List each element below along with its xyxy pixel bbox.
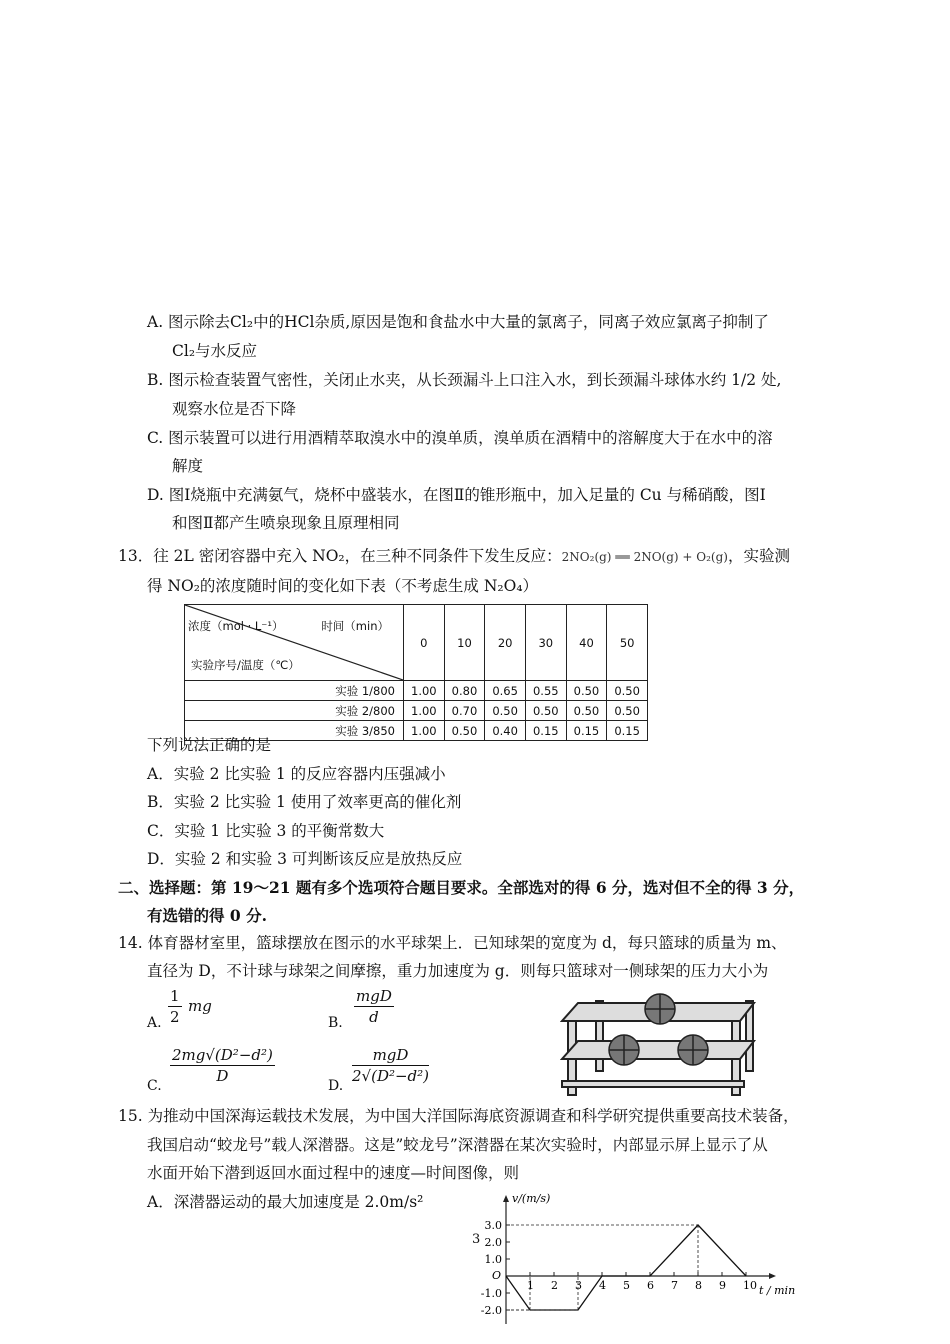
velocity-time-chart bbox=[470, 1188, 800, 1336]
x-tick-label: 9 bbox=[719, 1279, 726, 1292]
table-cell: 0.80 bbox=[444, 681, 485, 701]
x-tick-label: 7 bbox=[671, 1279, 678, 1292]
x-axis-label: t / min bbox=[759, 1284, 796, 1297]
table-cell: 0.55 bbox=[525, 681, 566, 701]
x-tick-label: 6 bbox=[647, 1279, 654, 1292]
q12-option-a-line2: Cl₂与水反应 bbox=[172, 342, 258, 360]
table-cell: 1.00 bbox=[404, 701, 445, 721]
section2-line2: 有选错的得 0 分. bbox=[147, 906, 267, 925]
x-tick-label: 5 bbox=[623, 1279, 630, 1292]
rack-middle-shelf bbox=[562, 1041, 754, 1059]
rack-bottom-bar bbox=[562, 1081, 744, 1087]
q13-option-b: B．实验 2 比实验 1 使用了效率更高的催化剂 bbox=[147, 793, 462, 811]
fraction-numerator: 2mg√(D²−d²) bbox=[172, 1046, 273, 1064]
time-header-cell: 30 bbox=[525, 605, 566, 681]
section2-line1: 二、选择题：第 19～21 题有多个选项符合题目要求。全部选对的得 6 分，选对但不全的得 3 分， bbox=[118, 878, 805, 897]
header-concentration: 浓度（mol · L⁻¹） bbox=[188, 619, 284, 633]
q13-stem-part2: ，实验测 bbox=[727, 547, 790, 565]
q12-option-b-line1: B. 图示检查装置气密性，关闭止水夹，从长颈漏斗上口注入水，到长颈漏斗球体水约 1/2 处, bbox=[147, 371, 782, 389]
table-cell: 1.00 bbox=[404, 681, 445, 701]
table-cell: 0.50 bbox=[607, 701, 648, 721]
header-time: 时间（min） bbox=[321, 619, 389, 633]
q13-option-d: D．实验 2 和实验 3 可判断该反应是放热反应 bbox=[147, 850, 463, 868]
q13-data-table bbox=[184, 604, 648, 741]
table-cell: 0.15 bbox=[566, 721, 607, 741]
q14-option-a-fraction bbox=[168, 987, 182, 1026]
x-tick-label: 1 bbox=[527, 1279, 534, 1292]
q14-option-c-fraction bbox=[170, 1046, 275, 1085]
y-tick-label: -2.0 bbox=[480, 1304, 502, 1317]
basketball-rack-illustration bbox=[560, 993, 758, 1098]
page-marker: 3 bbox=[472, 1232, 481, 1247]
q14-option-d-fraction bbox=[352, 1046, 429, 1085]
q12-option-c-line1: C. 图示装置可以进行用酒精萃取溴水中的溴单质，溴单质在酒精中的溶解度大于在水中的溶 bbox=[147, 429, 773, 447]
table-cell: 0.40 bbox=[485, 721, 526, 741]
x-tick-label: 2 bbox=[551, 1279, 558, 1292]
row-label: 实验 2/800 bbox=[185, 701, 404, 721]
fraction-denominator: d bbox=[369, 1008, 379, 1026]
q14-option-b-label: B. bbox=[328, 1015, 343, 1031]
q14-line2: 直径为 D，不计球与球架之间摩擦，重力加速度为 g．则每只篮球对一侧球架的压力大小为 bbox=[147, 962, 769, 980]
time-header-cell: 50 bbox=[607, 605, 648, 681]
table-cell: 0.50 bbox=[566, 701, 607, 721]
row-label: 实验 1/800 bbox=[185, 681, 404, 701]
table-cell: 0.15 bbox=[607, 721, 648, 741]
y-tick-label: 3.0 bbox=[484, 1219, 502, 1232]
fraction-numerator: mgD bbox=[356, 987, 392, 1005]
table-cell: 0.70 bbox=[444, 701, 485, 721]
x-tick-label: 10 bbox=[743, 1279, 757, 1292]
velocity-series-line bbox=[506, 1225, 746, 1310]
table-cell: 0.50 bbox=[607, 681, 648, 701]
q14-line1: 14. 体育器材室里，篮球摆放在图示的水平球架上．已知球架的宽度为 d，每只篮球的质量为 m、 bbox=[118, 934, 787, 952]
fraction-numerator: 1 bbox=[170, 987, 180, 1005]
table-header-diagonal bbox=[185, 605, 404, 681]
q13-stem-line2: 得 NO₂的浓度随时间的变化如下表（不考虑生成 N₂O₄） bbox=[147, 577, 539, 595]
q15-line2: 我国启动“蛟龙号”载人深潜器。这是”蛟龙号”深潜器在某次实验时，内部显示屏上显示了从 bbox=[147, 1136, 768, 1154]
q12-option-b-line2: 观察水位是否下降 bbox=[172, 400, 297, 418]
q14-option-c-label: C. bbox=[147, 1078, 162, 1094]
q15-option-a: A．深潜器运动的最大加速度是 2.0m/s² bbox=[147, 1193, 424, 1211]
table-cell: 0.65 bbox=[485, 681, 526, 701]
y-axis-arrow bbox=[503, 1195, 509, 1202]
q12-option-c-line2: 解度 bbox=[172, 457, 204, 475]
table-cell: 0.15 bbox=[525, 721, 566, 741]
q14-option-d-label: D. bbox=[328, 1078, 344, 1094]
q13-stem-part1: 13．往 2L 密闭容器中充入 NO₂，在三种不同条件下发生反应： bbox=[118, 547, 562, 565]
table-cell: 0.50 bbox=[444, 721, 485, 741]
fraction-numerator: mgD bbox=[352, 1046, 429, 1066]
q13-option-a: A．实验 2 比实验 1 的反应容器内压强减小 bbox=[147, 765, 446, 783]
q13-equation: 2NO₂(g) ══ 2NO(g) + O₂(g) bbox=[561, 550, 728, 564]
q13-prompt: 下列说法正确的是 bbox=[147, 736, 272, 754]
y-axis-label: v/(m/s) bbox=[512, 1192, 551, 1205]
table-cell: 0.50 bbox=[485, 701, 526, 721]
table-row bbox=[185, 701, 648, 721]
row-label: 实验 3/850 bbox=[185, 721, 404, 741]
q14-option-b-fraction bbox=[354, 987, 394, 1026]
q15-line1: 15. 为推动中国深海运载技术发展，为中国大洋国际海底资源调查和科学研究提供重要高技术装备， bbox=[118, 1107, 799, 1125]
x-tick-label: 4 bbox=[599, 1279, 606, 1292]
q12-option-a-line1: A. 图示除去Cl₂中的HCl杂质,原因是饱和食盐水中大量的氯离子，同离子效应氯离子抑制了 bbox=[147, 313, 769, 331]
q12-option-d-line2: 和图Ⅱ都产生喷泉现象且原理相同 bbox=[172, 514, 400, 532]
time-header-cell: 40 bbox=[566, 605, 607, 681]
fraction-denominator: D bbox=[216, 1067, 229, 1085]
q12-option-d-line1: D. 图Ⅰ烧瓶中充满氨气，烧杯中盛装水，在图Ⅱ的锥形瓶中，加入足量的 Cu 与稀硝酸，图Ⅰ bbox=[147, 486, 766, 504]
q13-option-c: C．实验 1 比实验 3 的平衡常数大 bbox=[147, 822, 385, 840]
y-tick-label: -1.0 bbox=[480, 1287, 502, 1300]
header-experiment: 实验序号/温度（℃） bbox=[191, 658, 300, 672]
x-tick-label: 8 bbox=[695, 1279, 702, 1292]
q14-option-a-tail: mg bbox=[188, 997, 212, 1015]
fraction-denominator: 2√(D²−d²) bbox=[352, 1067, 430, 1085]
fraction-denominator: 2 bbox=[170, 1008, 180, 1026]
table-row bbox=[185, 681, 648, 701]
time-header-cell: 10 bbox=[444, 605, 485, 681]
table-cell: 0.50 bbox=[525, 701, 566, 721]
table-cell: 1.00 bbox=[404, 721, 445, 741]
table-cell: 0.50 bbox=[566, 681, 607, 701]
x-axis-arrow bbox=[769, 1273, 776, 1279]
time-header-cell: 0 bbox=[404, 605, 445, 681]
x-tick-label: 3 bbox=[575, 1279, 582, 1292]
time-header-cell: 20 bbox=[485, 605, 526, 681]
y-tick-label: 1.0 bbox=[484, 1253, 502, 1266]
q14-option-a-label: A. bbox=[147, 1015, 162, 1031]
q15-line3: 水面开始下潜到返回水面过程中的速度—时间图像，则 bbox=[147, 1164, 520, 1182]
y-tick-label: 2.0 bbox=[484, 1236, 502, 1249]
q13-stem-line1 bbox=[118, 546, 790, 567]
origin-label: O bbox=[492, 1269, 502, 1282]
